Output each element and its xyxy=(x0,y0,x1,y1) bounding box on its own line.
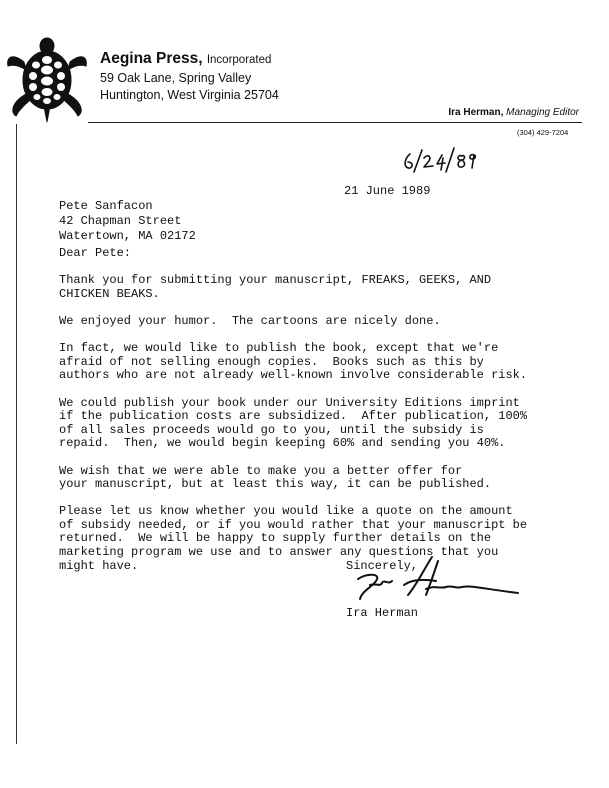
salutation-text: Dear Pete: xyxy=(59,246,132,260)
body-line: your manuscript, but at least this way, it can be published. xyxy=(59,477,492,492)
paragraph xyxy=(59,274,527,301)
turtle-logo-icon xyxy=(4,32,90,124)
margin-line xyxy=(16,124,17,744)
body-line: We enjoyed your humor. The cartoons are nicely done. xyxy=(59,313,441,328)
paragraph xyxy=(59,465,527,492)
press-name xyxy=(100,50,271,68)
press-name-suffix: Incorporated xyxy=(206,54,272,66)
paragraph xyxy=(59,397,527,451)
body-line: repaid. Then, we would begin keeping 60% and sending you 40%. xyxy=(59,436,506,451)
body-line: We wish that we were able to make you a better offer for xyxy=(59,463,463,478)
editor-name: Ira Herman, xyxy=(448,107,504,118)
body-line: if the publication costs are subsidized. After publication, 100% xyxy=(59,409,528,424)
body-line: of subsidy needed, or if you would rather that your manuscript be xyxy=(59,517,528,532)
body-line: authors who are not already well-known involve considerable risk. xyxy=(59,368,528,383)
letterhead-divider xyxy=(88,122,582,123)
letter-body xyxy=(59,247,527,587)
body-line: returned. We will be happy to supply further details on the xyxy=(59,531,492,546)
editor-line xyxy=(448,107,579,118)
body-line: Please let us know whether you would like a quote on the amount xyxy=(59,504,513,519)
body-line: marketing program we use and to answer any questions that you xyxy=(59,545,499,560)
handwritten-date xyxy=(400,146,480,174)
body-line: CHICKEN BEAKS. xyxy=(59,286,160,301)
phone-number: (304) 429-7204 xyxy=(517,128,569,137)
body-line: In fact, we would like to publish the book, except that we're xyxy=(59,341,499,356)
body-line: of all sales proceeds would go to you, until the subsidy is xyxy=(59,422,484,437)
press-name-text: Aegina Press, xyxy=(100,50,203,67)
body-line: Thank you for submitting your manuscript, FREAKS, GEEKS, AND xyxy=(59,273,492,288)
salutation xyxy=(59,247,527,261)
recipient-street: 42 Chapman Street xyxy=(59,214,182,228)
body-line: We could publish your book under our University Editions imprint xyxy=(59,395,520,410)
paragraph xyxy=(59,315,527,329)
closing: Sincerely, xyxy=(346,559,419,573)
signer-name: Ira Herman xyxy=(346,606,419,620)
recipient-city: Watertown, MA 02172 xyxy=(59,229,196,243)
recipient-address xyxy=(59,199,196,244)
body-line: might have. xyxy=(59,558,139,573)
signature-icon xyxy=(352,555,522,605)
paragraph xyxy=(59,342,527,383)
editor-title: Managing Editor xyxy=(506,107,579,118)
letter-date: 21 June 1989 xyxy=(344,184,431,198)
address-line-1: 59 Oak Lane, Spring Valley xyxy=(100,71,252,85)
body-line: afraid of not selling enough copies. Books such as this by xyxy=(59,354,484,369)
address-line-2: Huntington, West Virginia 25704 xyxy=(100,88,279,102)
recipient-name: Pete Sanfacon xyxy=(59,199,153,213)
